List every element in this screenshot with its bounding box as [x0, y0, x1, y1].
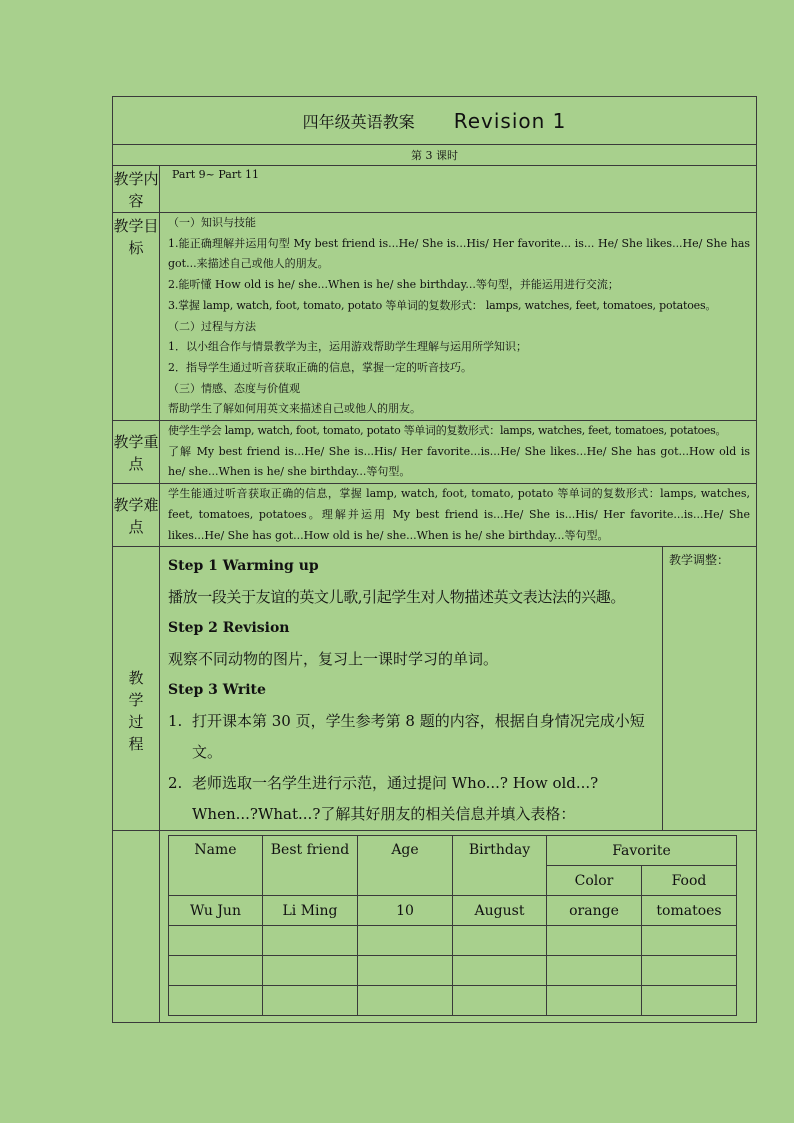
step1-title: Step 1 Warming up	[168, 558, 319, 575]
period-cell	[113, 145, 757, 166]
step3-item-2	[168, 768, 656, 830]
teaching-content-label: 教学内容	[113, 166, 160, 213]
step2-text: 观察不同动物的图片，复习上一课时学习的单词。	[168, 650, 499, 669]
key-points-line: 了解 My best friend is...He/ She is...His/ Her favorite...is...He/ She likes...He/ She has got...How old is he/ she...When is he/ she birthday...等句型。	[168, 444, 751, 479]
header-birthday: Birthday	[453, 836, 547, 896]
difficult-points-content	[160, 484, 757, 547]
teaching-adjust-cell	[663, 547, 757, 831]
empty-cell	[453, 926, 547, 956]
goals-line: 2．指导学生通过听音获取正确的信息，掌握一定的听音技巧。	[168, 360, 472, 374]
header-name: Name	[169, 836, 263, 896]
empty-cell	[642, 926, 737, 956]
goals-line: 1.能正确理解并运用句型 My best friend is...He/ She is...His/ Her favorite... is... He/ She likes...He/ She has got...来描述自己或他人的朋友。	[168, 236, 751, 271]
goals-line: 2.能听懂 How old is he/ she...When is he/ she birthday...等句型，并能运用进行交流；	[168, 278, 619, 292]
empty-cell	[263, 956, 358, 986]
item-number: 1.	[168, 712, 183, 731]
item-text: 老师选取一名学生进行示范，通过提问 Who...? How old...? When...?What...?了解其好朋友的相关信息并填入表格：	[192, 774, 599, 824]
empty-cell	[263, 926, 358, 956]
empty-cell	[169, 956, 263, 986]
goals-line: 帮助学生了解如何用英文来描述自己或他人的朋友。	[168, 402, 421, 416]
goals-line: （一）知识与技能	[168, 216, 256, 229]
goals-line: 3.掌握 lamp, watch, foot, tomato, potato 等单词的复数形式： lamps, watches, feet, tomatoes, potatoes。	[168, 298, 717, 312]
step3-item-1	[168, 706, 656, 768]
table-cell: orange	[547, 896, 642, 926]
table-row	[169, 926, 737, 956]
difficult-points-label: 教学难点	[113, 484, 160, 547]
title-cell	[113, 97, 757, 145]
teaching-process-content	[160, 547, 663, 831]
teaching-goals-label: 教学目标	[113, 213, 160, 421]
goals-line: 1．以小组合作与情景教学为主，运用游戏帮助学生理解与运用所学知识；	[168, 340, 527, 354]
goals-line: （三）情感、态度与价值观	[168, 381, 300, 395]
header-food: Food	[642, 866, 737, 896]
table-cell: tomatoes	[642, 896, 737, 926]
table-row	[169, 956, 737, 986]
teaching-content-text: Part 9~ Part 11	[160, 166, 757, 213]
step1-text: 播放一段关于友谊的英文儿歌,引起学生对人物描述英文表达法的兴趣。	[168, 588, 625, 607]
step2-title: Step 2 Revision	[168, 620, 290, 637]
friend-info-table	[168, 835, 737, 1016]
lesson-plan-table	[112, 96, 757, 1023]
page-title-cn: 四年级英语教案	[302, 112, 415, 131]
empty-cell	[358, 956, 453, 986]
empty-cell	[547, 926, 642, 956]
page-title-en: Revision 1	[453, 108, 567, 133]
step3-title: Step 3 Write	[168, 682, 266, 699]
table-cell: Li Ming	[263, 896, 358, 926]
friend-table-cell	[160, 831, 757, 1023]
period-label: 第 3 课时	[411, 149, 459, 162]
process-label-continued	[113, 831, 160, 1023]
header-color: Color	[547, 866, 642, 896]
teaching-goals-content	[160, 213, 757, 421]
empty-cell	[642, 956, 737, 986]
table-row	[169, 986, 737, 1016]
empty-cell	[642, 986, 737, 1016]
teaching-process-label: 教学过程	[113, 547, 160, 831]
item-number: 2.	[168, 774, 183, 793]
lesson-plan-sheet	[112, 96, 756, 1023]
empty-cell	[358, 926, 453, 956]
empty-cell	[358, 986, 453, 1016]
empty-cell	[169, 986, 263, 1016]
empty-cell	[169, 926, 263, 956]
goals-line: （二）过程与方法	[168, 319, 256, 333]
table-cell: Wu Jun	[169, 896, 263, 926]
difficult-points-line: 学生能通过听音获取正确的信息，掌握 lamp, watch, foot, tomato, potato 等单词的复数形式：lamps, watches, feet, tomatoes, potatoes。理解并运用 My best friend is...He/ She is...His/ Her favorite...is...He/ She likes...He/ She has got...How old is he/ she...When is he/ she birthday...等句型。	[168, 487, 751, 542]
item-text: 打开课本第 30 页，学生参考第 8 题的内容，根据自身情况完成小短文。	[192, 712, 645, 762]
table-cell: 10	[358, 896, 453, 926]
key-points-content	[160, 421, 757, 484]
empty-cell	[453, 956, 547, 986]
table-cell: August	[453, 896, 547, 926]
header-favorite: Favorite	[547, 836, 737, 866]
empty-cell	[453, 986, 547, 1016]
header-best-friend: Best friend	[263, 836, 358, 896]
empty-cell	[263, 986, 358, 1016]
empty-cell	[547, 986, 642, 1016]
empty-cell	[547, 956, 642, 986]
key-points-label: 教学重点	[113, 421, 160, 484]
key-points-line: 使学生学会 lamp, watch, foot, tomato, potato 等单词的复数形式：lamps, watches, feet, tomatoes, potatoes。	[168, 424, 727, 438]
header-age: Age	[358, 836, 453, 896]
teaching-adjust-label: 教学调整：	[669, 553, 730, 568]
